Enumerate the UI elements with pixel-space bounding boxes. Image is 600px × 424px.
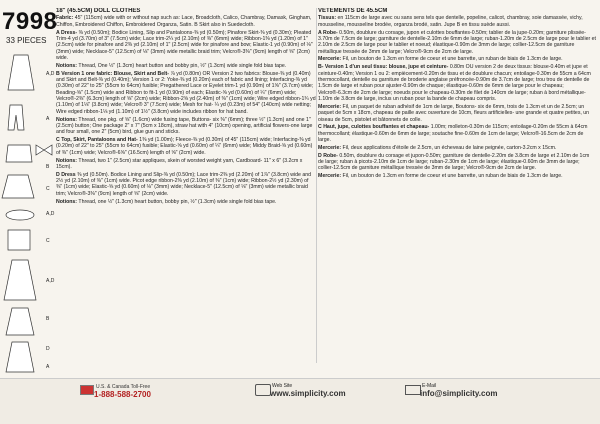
block-text: ⅞ yd (0.80m) OR Version 2 two fabrics: Blouse-⅜ yd (0.40m) and Skirt and Belt-⅜ yd (0.40m); Version 1 or 2: Yoke-⅜ yd (0.20m) each of fabric and lining; Interfacing-⅜ yd (0.30m) of 22" to 25" (55cm to 64cm) fusible; Pregathered Lace or Eyelet trim-1 yd (0.90m) of 1⅝" (3.7cm) wide; Beading-⅝" (1.5cm) wide and Ribbon to fit-1 yd (0.90m) of each; Elastic-⅝ yd (0.60m) of ¼" (6mm) wide; Velcro®-2⅜" (6.3cm) length of ⅝" (2cm) wide; Ribbon-2⅝ yd (2.40m) of ⅜" (1cm) wide; Wire edged ribbon-1¾ yd (1.10m) of 1⅛" (3.8cm) wide; Velcro® 3" (7.5cm) wide; Mesh for hat- ¼ yd (0.23m) of 54" (140cm) wide netting; Wire edged ribbon-1⅛ yd (1.10m) of 1½" (3.8cm) wide includes ribbon for hat band. bbox=[56, 70, 316, 115]
block-text: Thread, One ½" (1.3cm) heart button and bobby pin, ½" (1.3cm) wide single fold bias tape. bbox=[78, 62, 287, 69]
illus-letter: D bbox=[46, 346, 50, 352]
computer-icon bbox=[255, 384, 271, 396]
piece-count: 33 PIECES bbox=[6, 36, 47, 45]
block-heading: C Haut, jupe, culottes bouffantes et chapeau- bbox=[318, 124, 430, 131]
pinafore-sketch bbox=[6, 342, 34, 372]
toll-free-label: U.S. & Canada Toll-Free bbox=[96, 384, 151, 390]
block-heading: Notions: bbox=[56, 116, 78, 123]
view-c-block bbox=[56, 137, 316, 156]
mercerie-block bbox=[318, 173, 596, 179]
mercerie-block bbox=[318, 56, 596, 62]
block-heading: Notions: bbox=[56, 157, 78, 164]
block-text: Thread, one ½" (1.3cm) heart button, bobby pin, ½" (1.3cm) wide single fold bias tape. bbox=[78, 198, 277, 205]
illus-letter: A bbox=[46, 364, 50, 370]
slip-sketch bbox=[6, 308, 34, 335]
block-heading: A Dress- bbox=[56, 29, 78, 36]
block-heading: B Version 1 one fabric: Blouse, Skirt and Belt- bbox=[56, 70, 169, 77]
french-column bbox=[318, 8, 596, 363]
column-divider bbox=[316, 8, 317, 363]
illus-letter: A bbox=[46, 116, 50, 122]
dress-a-sketch bbox=[8, 55, 34, 90]
english-title: 18" (45.5CM) DOLL CLOTHES bbox=[56, 8, 141, 14]
block-heading: D Dress bbox=[56, 171, 76, 178]
block-heading: Mercerie: bbox=[318, 103, 342, 110]
email-link[interactable]: info@simplicity.com bbox=[420, 389, 498, 398]
block-heading: Mercerie: bbox=[318, 144, 342, 151]
french-title: VETEMENTS DE 45.5CM bbox=[318, 8, 388, 14]
robe-d-block bbox=[318, 153, 596, 172]
block-text: en 115cm de large avec ou sans sens tels que dentelle, popeline, calicot, chambray, soie damassée, vichy, mousseline, mousseline brodée, organza brodé, satin. Jupe B en tissu suède aussi. bbox=[318, 15, 583, 28]
illus-letter: C bbox=[46, 186, 50, 192]
block-heading: Mercerie: bbox=[318, 56, 342, 63]
block-text: Thread, two 1" (2.5cm) star appliques, skein of worsted weight yarn, Cardboard- 11" x 6" (3.2cm x 15cm). bbox=[56, 157, 303, 170]
web-label: Web Site bbox=[272, 383, 293, 389]
email-label: E-Mail bbox=[422, 383, 437, 389]
version-b-block bbox=[318, 64, 596, 102]
block-heading: A Robe- bbox=[318, 29, 338, 36]
block-heading: Mercerie: bbox=[318, 173, 342, 180]
hat-sketch bbox=[6, 210, 34, 220]
block-text: 1⅜ yd (1.00m); Fleece-⅜ yd (0.30m) of 45" (115cm) wide; Interfacing-⅜ yd (0.20m) of 22" to 25" (55cm to 64cm) fusible; Elastic-⅝ yd (0.60m) of ¼" (6mm) wide; Middy Braid-⅝ yd (0.60m) of ⅜" (1cm) wide; Velcro®-6⅝" (16.5cm) length of ⅝" (2cm) wide. bbox=[56, 137, 313, 156]
illus-letter: B bbox=[46, 164, 50, 170]
block-heading: Notions: bbox=[56, 198, 78, 205]
notions-block bbox=[56, 199, 316, 205]
block-text: Fil, un bouton de 1.3cm en forme de coeur et une barrette, un ruban de biais de 1.3cm de large. bbox=[342, 173, 563, 180]
illus-letter: A,D bbox=[46, 211, 55, 217]
website-link[interactable]: www.simplicity.com bbox=[270, 389, 346, 398]
block-heading: Tissus: bbox=[318, 15, 337, 22]
block-text: Fil, deux applications d'étoile de 2.5cm, un écheveau de laine peignée, carton-3.2cm x 15cm. bbox=[342, 144, 557, 151]
top-sketch bbox=[8, 230, 30, 250]
garment-illustrations bbox=[0, 50, 64, 380]
block-heading: Notions: bbox=[56, 62, 78, 69]
block-text: 0.80m OU version 2 de deux tissus: blouse-0.40m et jupe et ceinture-0.40m; Version 1 ou 2: empiècement-0.20m de tissu et de doublure chacun; entoilage-0.30m de 55cm a 64cm thermocollant, dentelle ou garniture de broderie anglaise préfroncée-0.90m de 3.7cm de large; trou trou de dentelle de 1.5cm de large et ruban pour ajuster-0.90m de chaque; élastique-0.60m de 6mm de large pour le chapeau; Velcro®-6.3cm de 2cm de large; noeuds pour le chapeau-0.30m de filet de 140cm de large; ruban à bord métallique-1.10m de 3.8cm de large, inclus un ruban pour la bande de chapeau compris. bbox=[318, 64, 591, 102]
bow-sketch bbox=[36, 145, 52, 155]
block-heading: B- Version 1 d'un seul tissu: blouse, jupe et ceinture- bbox=[318, 64, 449, 71]
block-text: 0.50m, doublure du corsage, jupon et culottes bouffantes-0.50m; tablier de la jupe-0.20m; garniture plissée-3.70m de 7.5cm de large; garniture de dentelle-2.10m de 6mm de large; ruban-1.20m de 2.5cm de large pour le tablier et 2.10m de 2.5cm de large pour le tablier et noeud; élastique-0.90m de 3mm de large; collier-12.5cm de garniture métallique tressée de 3mm de large; Velcro®-9cm de 2cm de large. bbox=[318, 29, 596, 55]
illus-letter: C bbox=[46, 238, 50, 244]
robe-a-block bbox=[318, 30, 596, 55]
blouse-sketch bbox=[6, 145, 32, 162]
version-c-block bbox=[318, 124, 596, 143]
view-d-block bbox=[56, 172, 316, 197]
fabric-block bbox=[56, 15, 316, 28]
skirt-sketch bbox=[2, 175, 34, 198]
pantaloons-sketch bbox=[8, 105, 24, 130]
block-text: ⅜ yd (0.50m); Bodice Lining, Slip and Pantaloons-⅜ yd (0.50m); Pinafore Skirt-⅜ yd (0.30m); Pleated Trim-4 yd (3.70m) of 3" (7.5cm) wide; Lace trim-2¼ yd (2.10m) of ⅜" (6mm) wide; Ribbon-1⅜ yd (1.20m) of 1" (2.5cm) wide for pinafore and 2⅜ yd (2.10m) of 1" (2.5cm) wide for pinafore and bow; Elastic-1 yd (0.90m) of ⅛" (3mm) wide; Necklace-5" (12.5cm) of ⅛" (3mm) wide metallic braid trim; Velcro®-3⅜" (9cm) length of ⅝" (2cm) wide. bbox=[56, 29, 313, 61]
block-heading: Fabric: bbox=[56, 15, 74, 22]
block-text: 1.00m; molleton-0.30m de 115cm; entoilage-0.20m de 55cm à 64cm thermocollant; élastique-0.60m de 6mm de large; soutache fine-0.60m de 1cm de large; Velcro®-16.5cm de 2cm de large. bbox=[318, 124, 588, 144]
dress-d-sketch bbox=[4, 260, 36, 300]
illus-letter: A,D bbox=[46, 71, 55, 77]
block-text: Fil, un bouton de 1.3cm en forme de coeur et une barrette, un ruban de biais de 1.3cm de large. bbox=[342, 56, 563, 63]
envelope-icon bbox=[405, 385, 421, 395]
block-heading: D Robe- bbox=[318, 152, 338, 159]
block-text: Thread, one pkg. of ⅝" (1.6cm) wide fusing tape, Buttons- six ⅜" (6mm); three ½" (1.3cm) and one 1" (2.5cm) button; One package 2" x 7" (5cm x 18cm), straw hat with 4" (10cm) opening, artificial flowers-one large and four small, one 2" (5cm) bird, glue gun and sticks. bbox=[56, 116, 313, 136]
notions-block bbox=[56, 63, 316, 69]
view-a-block bbox=[56, 30, 316, 62]
block-heading: C Top, Skirt, Pantaloons and Hat- bbox=[56, 137, 138, 144]
flag-icon bbox=[80, 385, 94, 395]
block-text: ⅜ yd (0.50m). Bodice Lining and Slip-⅜ yd (0.50m); Lace trim-2⅜ yd (2.20m) of 1⅞" (3.8cm) wide and 2½ yd (2.10m) of ⅜" (1cm) wide. Picot edge ribbon-2⅜ yd (2.10m) of ⅜" (1cm) wide; Ribbon-2½ yd (2.30m) of ⅜" (1cm) wide; Elastic-⅝ yd (0.60m) of ⅛" (3mm) wide; Necklace-5" (12.5cm) of ⅛" (3mm) wide metallic braid trim; Velcro®-3⅜" (9cm) length of ⅝" (2cm) wide. bbox=[56, 171, 312, 197]
illus-letter: B bbox=[46, 316, 50, 322]
illus-letter: A,D bbox=[46, 278, 55, 284]
pattern-number: 7998 bbox=[2, 8, 58, 35]
notions-block bbox=[56, 117, 316, 136]
view-b-block bbox=[56, 71, 316, 115]
block-text: 45" (115cm) wide with or without nap such as: Lace, Broadcloth, Calico, Chambray, Damask, Gingham, Chiffon, Embroidered Chiffon, Embroidered Organza, Satin. B Skirt also in Suedecloth. bbox=[56, 15, 312, 28]
phone-number: 1-888-588-2700 bbox=[94, 390, 151, 399]
english-column bbox=[56, 8, 316, 363]
notions-block bbox=[56, 158, 316, 171]
tissus-block bbox=[318, 15, 596, 28]
contact-footer bbox=[0, 378, 600, 424]
block-text: 0.50m, doublure du corsage et jupon-0.50m; garniture de dentelle-2.20m de 3.8cm de large et 2.10m de 1cm de large; ruban à picots-2.10m de 1cm de large; ruban-2.30m de 1cm de large; élastique-0.60m de 3mm de large; collier-12.5cm de garniture métallique tressée de 3mm de large; Velcro®-9cm de 2cm de large. bbox=[318, 152, 590, 172]
mercerie-block bbox=[318, 145, 596, 151]
block-text: Fil, un paquet de ruban adhésif de 1cm de large, Boutons- six de 6mm, trois de 1.3cm et un de 2.5cm; un paquet de 5cm x 18cm, chapeau de paille avec ouverture de 10cm, fleurs artificielles- une grande et quatre petites, un oiseau de 5cm, pistolet et bâtonnets de colle. bbox=[318, 103, 590, 123]
mercerie-block bbox=[318, 104, 596, 123]
